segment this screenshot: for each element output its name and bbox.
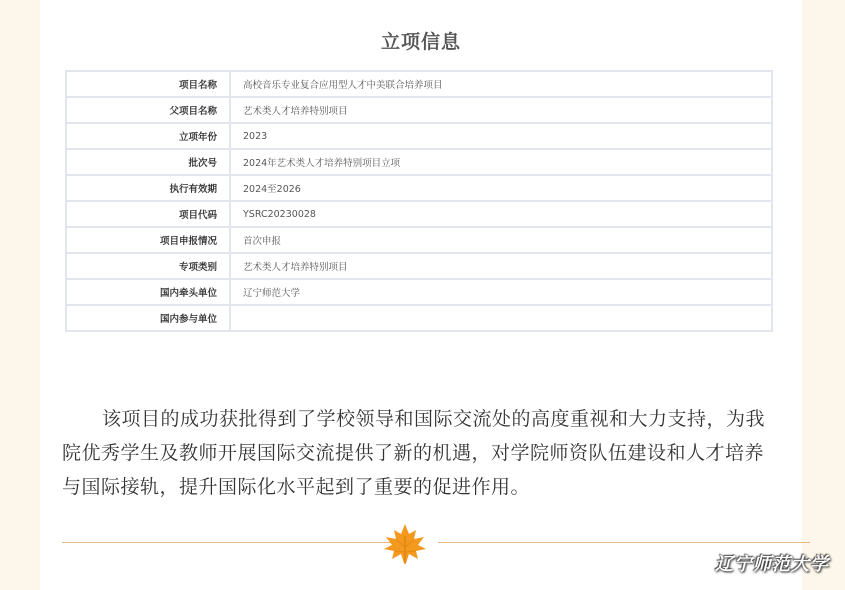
table-row (66, 149, 772, 175)
table-row (66, 227, 772, 253)
table-row (66, 279, 772, 305)
row-label: 执行有效期 (66, 175, 230, 201)
row-value: 艺术类人才培养特别项目 (230, 253, 772, 279)
row-value: YSRC20230028 (230, 201, 772, 227)
maple-leaf-icon (380, 522, 430, 566)
table-row (66, 305, 772, 331)
row-label: 国内牵头单位 (66, 279, 230, 305)
article-page (40, 0, 802, 590)
table-row (66, 201, 772, 227)
row-value: 辽宁师范大学 (230, 279, 772, 305)
row-label: 立项年份 (66, 123, 230, 149)
table-row (66, 71, 772, 97)
row-value: 高校音乐专业复合应用型人才中美联合培养项目 (230, 71, 772, 97)
divider-line-right (438, 542, 810, 543)
row-value: 2023 (230, 123, 772, 149)
article-paragraph: 该项目的成功获批得到了学校领导和国际交流处的高度重视和大力支持，为我院优秀学生及教师开展国际交流提供了新的机遇，对学院师资队伍建设和人才培养与国际接轨，提升国际化水平起到了重要的促进作用。 (62, 408, 766, 498)
row-label: 国内参与单位 (66, 305, 230, 331)
row-label: 专项类别 (66, 253, 230, 279)
row-value (230, 305, 772, 331)
project-info-table (65, 70, 773, 332)
row-label: 项目代码 (66, 201, 230, 227)
watermark-logo-text: 辽宁师范大学 (715, 554, 829, 575)
row-label: 项目申报情况 (66, 227, 230, 253)
row-label: 父项目名称 (66, 97, 230, 123)
row-value: 首次申报 (230, 227, 772, 253)
table-row (66, 253, 772, 279)
divider-line-left (62, 542, 392, 543)
table-row (66, 175, 772, 201)
section-title: 立项信息 (380, 31, 461, 53)
table-row (66, 123, 772, 149)
row-value: 2024至2026 (230, 175, 772, 201)
row-value: 艺术类人才培养特别项目 (230, 97, 772, 123)
table-row (66, 97, 772, 123)
row-label: 批次号 (66, 149, 230, 175)
row-label: 项目名称 (66, 71, 230, 97)
row-value: 2024年艺术类人才培养特别项目立项 (230, 149, 772, 175)
